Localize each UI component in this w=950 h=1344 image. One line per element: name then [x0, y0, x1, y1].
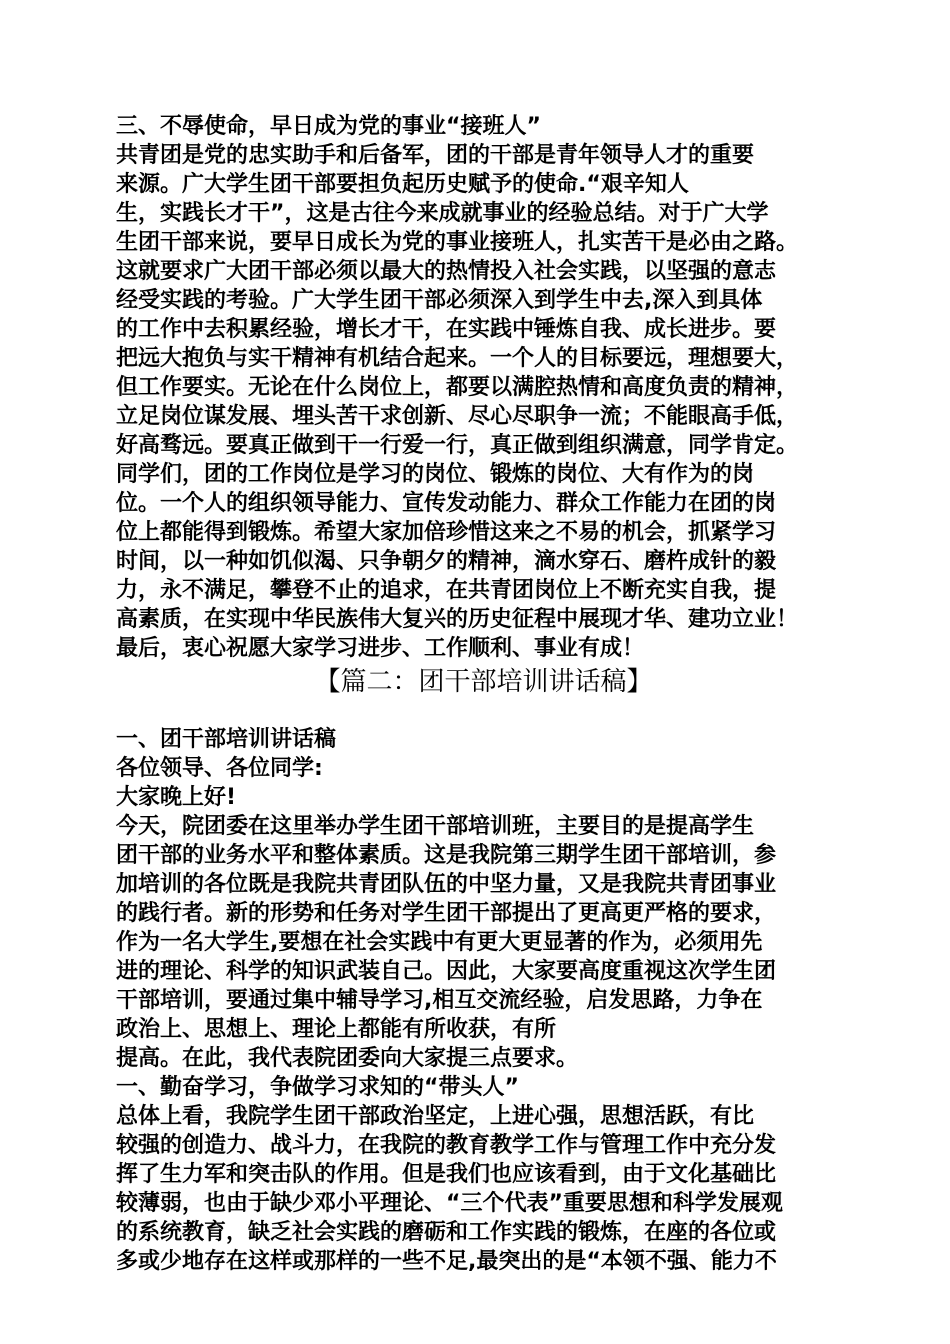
section-title: 【篇二：团干部培训讲话稿】	[314, 667, 653, 697]
text-line: 较薄弱，也由于缺少邓小平理论、“三个代表”重要思想和科学发展观	[116, 1191, 783, 1216]
text-line: 力，永不满足，攀登不止的追求，在共青团岗位上不断充实自我，提	[116, 578, 777, 603]
text-line: 位。一个人的组织领导能力、宣传发动能力、群众工作能力在团的岗	[116, 491, 777, 516]
text-line: 最后，衷心祝愿大家学习进步、工作顺利、事业有成！	[116, 636, 645, 661]
text-line: 总体上看，我院学生团干部政治坚定，上进心强，思想活跃，有比	[116, 1104, 755, 1129]
text-line: 立足岗位谋发展、埋头苦干求创新、尽心尽职争一流；不能眼高手低，	[116, 404, 799, 429]
text-line: 共青团是党的忠实助手和后备军，团的干部是青年领导人才的重要	[116, 143, 755, 168]
document-body	[116, 112, 851, 1276]
text-line: 作为一名大学生,要想在社会实践中有更大更显著的作为，必须用先	[116, 930, 763, 955]
section-heading-3: 三、不辱使命，早日成为党的事业“接班人”	[116, 114, 541, 139]
text-line: 把远大抱负与实干精神有机结合起来。一个人的目标要远，理想要大，	[116, 346, 799, 371]
greeting-line: 大家晚上好!	[116, 785, 237, 810]
text-line: 好高骛远。要真正做到干一行爱一行，真正做到组织满意，同学肯定。	[116, 433, 799, 458]
text-line: 加培训的各位既是我院共青团队伍的中坚力量，又是我院共青团事业	[116, 872, 777, 897]
text-line: 时间，以一种如饥似渴、只争朝夕的精神，滴水穿石、磨杵成针的毅	[116, 549, 777, 574]
text-line: 生，实践长才干”，这是古往今来成就事业的经验总结。对于广大学	[116, 201, 769, 226]
text-line: 干部培训，要通过集中辅导学习,相互交流经验，启发思路，力争在	[116, 988, 763, 1013]
body-text-block-1	[116, 112, 851, 663]
text-line: 的工作中去积累经验，增长才干，在实践中锤炼自我、成长进步。要	[116, 317, 777, 342]
text-line: 今天，院团委在这里举办学生团干部培训班，主要目的是提高学生	[116, 814, 755, 839]
text-line: 提高。在此，我代表院团委向大家提三点要求。	[116, 1046, 579, 1071]
salutation-line: 各位领导、各位同学:	[116, 756, 323, 781]
text-line: 的系统教育，缺乏社会实践的磨砺和工作实践的锻炼，在座的各位或	[116, 1220, 777, 1245]
text-line: 团干部的业务水平和整体素质。这是我院第三期学生团干部培训，参	[116, 843, 777, 868]
text-line: 但工作要实。无论在什么岗位上，都要以满腔热情和高度负责的精神，	[116, 375, 799, 400]
text-line: 同学们，团的工作岗位是学习的岗位、锻炼的岗位、大有作为的岗	[116, 462, 755, 487]
text-line: 的践行者。新的形势和任务对学生团干部提出了更高更严格的要求，	[116, 901, 777, 926]
text-line: 位上都能得到锻炼。希望大家加倍珍惜这来之不易的机会，抓紧学习	[116, 520, 777, 545]
text-line: 多或少地存在这样或那样的一些不足,最突出的是“本领不强、能力不	[116, 1249, 777, 1274]
text-line: 经受实践的考验。广大学生团干部必须深入到学生中去,深入到具体	[116, 288, 763, 313]
text-line: 生团干部来说，要早日成长为党的事业接班人，扎实苦干是必由之路。	[116, 230, 799, 255]
text-line: 高素质，在实现中华民族伟大复兴的历史征程中展现才华、建功立业！	[116, 607, 799, 632]
text-line: 来源。广大学生团干部要担负起历史赋予的使命.“艰辛知人	[116, 172, 689, 197]
subheading-line: 一、勤奋学习，争做学习求知的“带头人”	[116, 1075, 519, 1100]
text-line: 政治上、思想上、理论上都能有所收获，有所	[116, 1017, 557, 1042]
text-line: 进的理论、科学的知识武装自己。因此，大家要高度重视这次学生团	[116, 959, 777, 984]
text-line: 较强的创造力、战斗力，在我院的教育教学工作与管理工作中充分发	[116, 1133, 777, 1158]
body-text-block-2	[116, 725, 851, 1276]
heading-line: 一、团干部培训讲话稿	[116, 727, 337, 752]
text-line: 这就要求广大团干部必须以最大的热情投入社会实践，以坚强的意志	[116, 259, 777, 284]
text-line: 挥了生力军和突击队的作用。但是我们也应该看到，由于文化基础比	[116, 1162, 777, 1187]
